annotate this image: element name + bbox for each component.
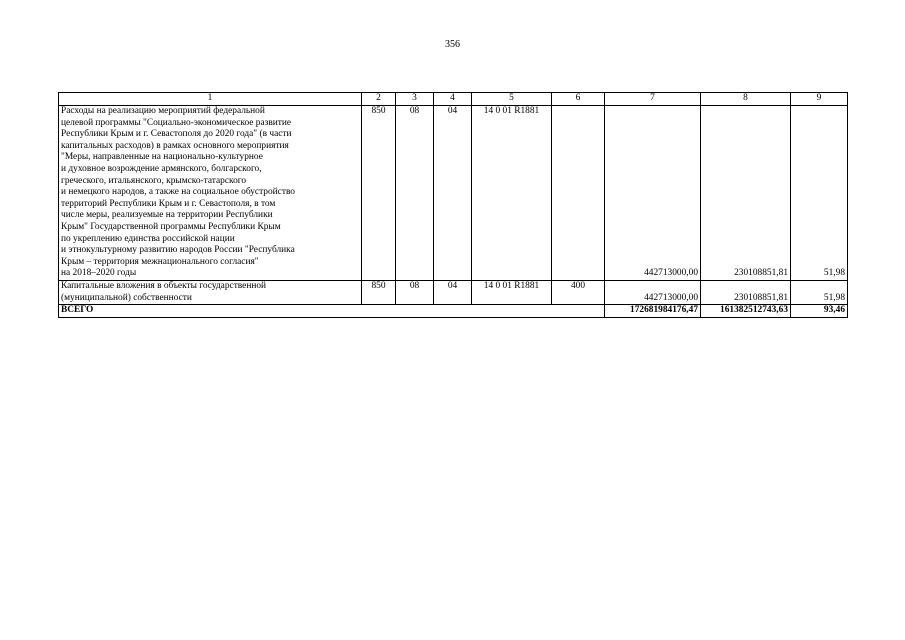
row-percent: 51,98 — [791, 280, 848, 304]
row-expense-type: 400 — [552, 280, 605, 304]
row-expense-type — [552, 106, 605, 281]
table-row — [59, 280, 848, 304]
total-row — [59, 305, 848, 318]
header-row — [59, 93, 848, 106]
column-header-2: 2 — [362, 93, 396, 106]
row-planned-amount: 442713000,00 — [605, 280, 701, 304]
row-actual-amount: 230108851,81 — [701, 106, 791, 281]
row-section-code: 08 — [396, 280, 434, 304]
row-actual-amount: 230108851,81 — [701, 280, 791, 304]
row-ministry-code: 850 — [362, 280, 396, 304]
total-label: ВСЕГО — [59, 305, 605, 318]
column-header-5: 5 — [472, 93, 552, 106]
row-planned-amount: 442713000,00 — [605, 106, 701, 281]
column-header-4: 4 — [434, 93, 472, 106]
column-header-1: 1 — [59, 93, 362, 106]
row-target-article: 14 0 01 R1881 — [472, 280, 552, 304]
column-header-3: 3 — [396, 93, 434, 106]
column-header-7: 7 — [605, 93, 701, 106]
column-header-8: 8 — [701, 93, 791, 106]
column-header-6: 6 — [552, 93, 605, 106]
table-row — [59, 106, 848, 281]
total-percent: 93,46 — [791, 305, 848, 318]
budget-table — [58, 92, 848, 318]
column-header-9: 9 — [791, 93, 848, 106]
row-description: Расходы на реализацию мероприятий федеральной целевой программы "Социально-экономическое развитие Республики Крым и г. Севастополя до 2020 года" (в части капитальных расходов) в рамках основного мероприятия "Меры, направленные на национально-культурное и духовное возрождение армянского, болгарского, греческого, итальянского, крымско-татарского и немецкого народов, а также на социальное обустройство территорий Республики Крым и г. Севастополя, в том числе меры, реализуемые на территории Республики Крым" Государственной программы Республики Крым по укреплению единства российской нации и этнокультурному развитию народов России "Республика Крым – территория межнационального согласия" на 2018–2020 годы — [59, 106, 362, 281]
row-percent: 51,98 — [791, 106, 848, 281]
page-number: 356 — [445, 39, 460, 50]
total-actual-amount: 161382512743,63 — [701, 305, 791, 318]
row-target-article: 14 0 01 R1881 — [472, 106, 552, 281]
total-planned-amount: 172681984176,47 — [605, 305, 701, 318]
row-section-code: 08 — [396, 106, 434, 281]
row-subsection-code: 04 — [434, 280, 472, 304]
row-subsection-code: 04 — [434, 106, 472, 281]
row-description: Капитальные вложения в объекты государственной (муниципальной) собственности — [59, 280, 362, 304]
row-ministry-code: 850 — [362, 106, 396, 281]
